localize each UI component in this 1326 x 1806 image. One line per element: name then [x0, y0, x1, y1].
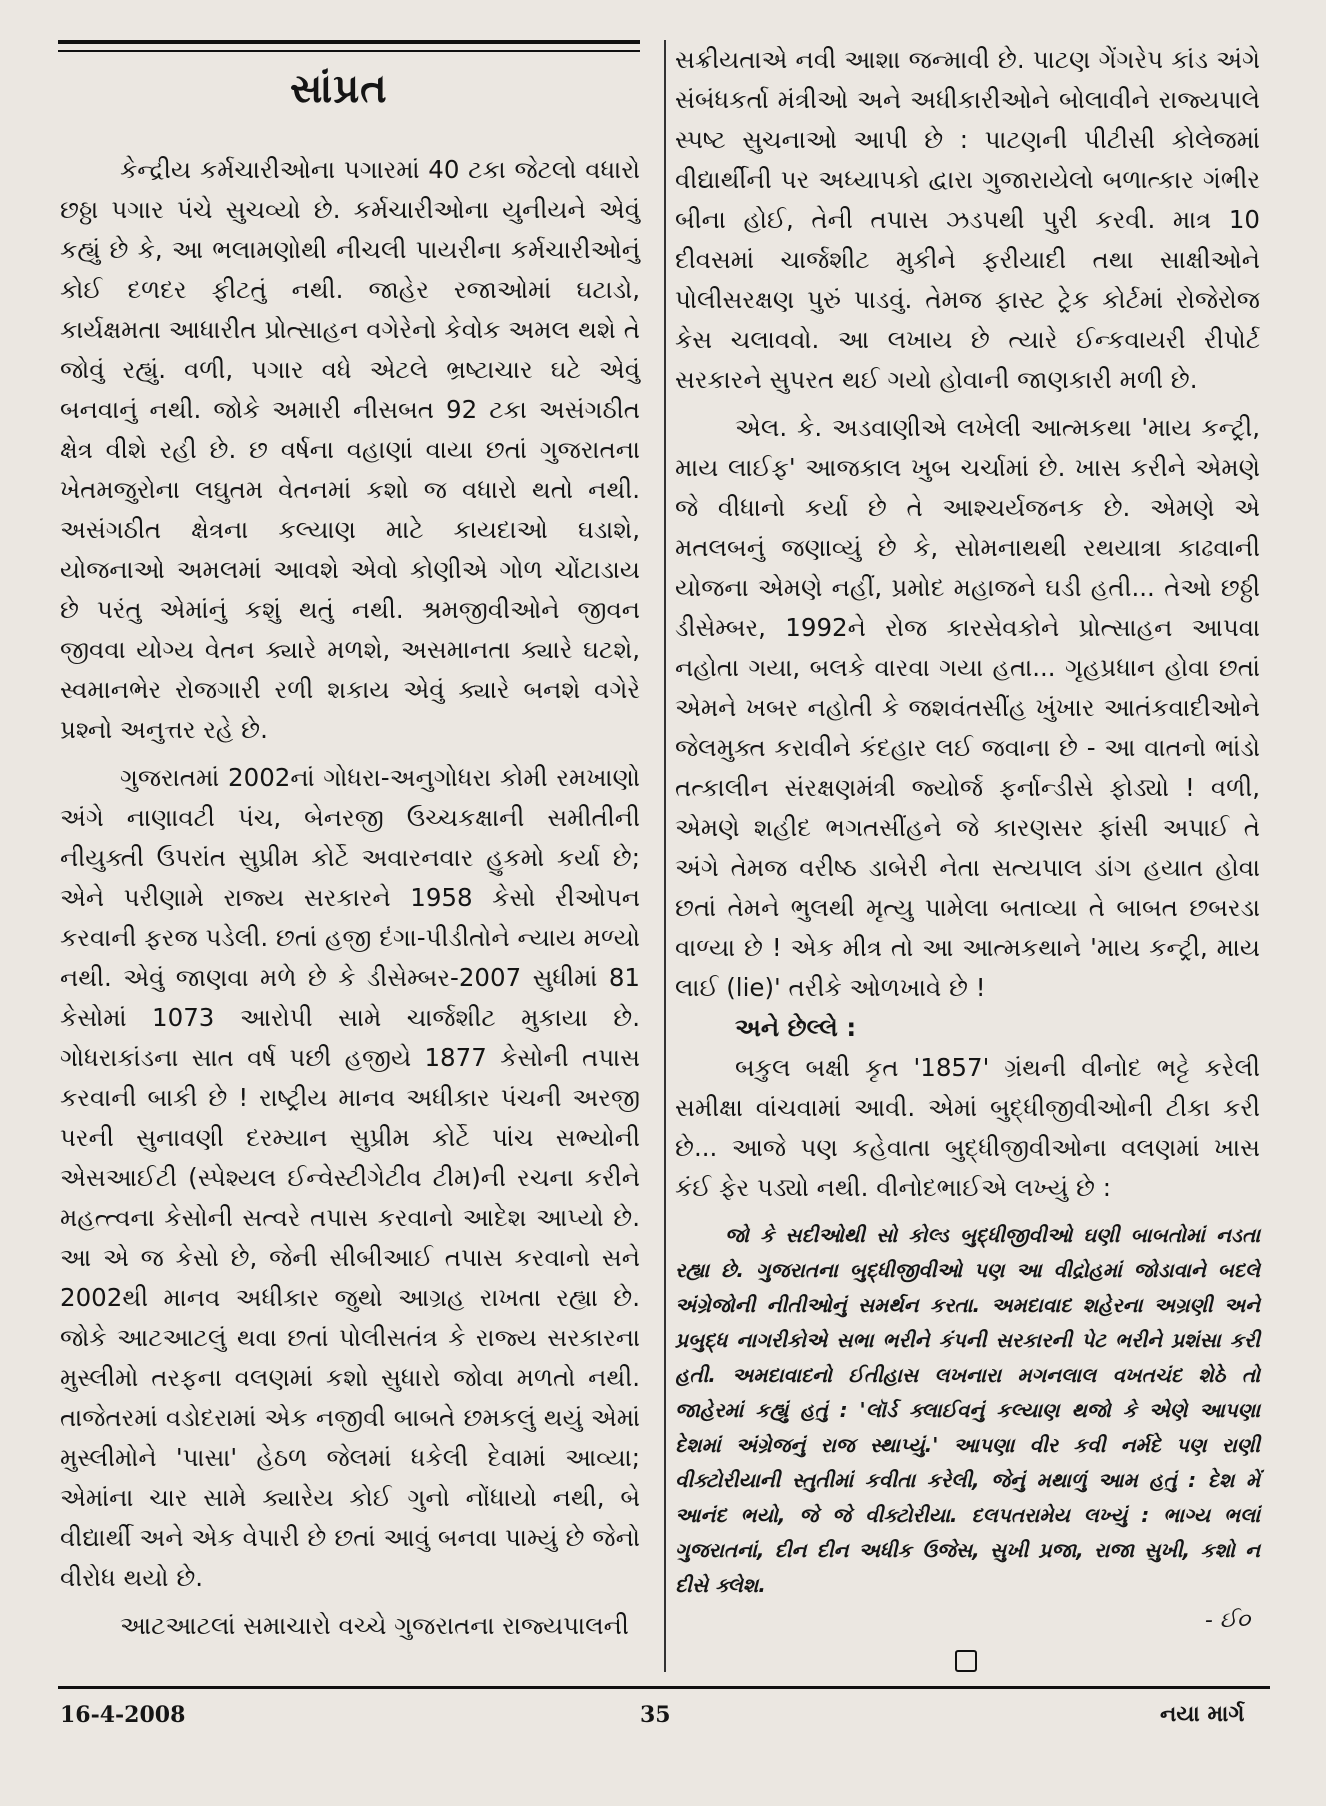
paragraph-bakshi: બકુલ બક્ષી કૃત '1857' ગ્રંથની વીનોદ ભટ્ટે કરેલી સમીક્ષા વાંચવામાં આવી. એમાં બુદ્ધીજીવીઓની ટીકા કરી છે... આજે પણ કહેવાતા બુદ્ધીજીવીઓના વલણમાં ખાસ કંઈ ફેર પડ્યો નથી. વીનોદભાઈએ લખ્યું છે :: [675, 1053, 1260, 1202]
author-signature: - ઈ૦: [1204, 1608, 1250, 1633]
paragraph-salary: કેન્દ્રીય કર્મચારીઓના પગારમાં 40 ટકા જેટલો વધારો છઠ્ઠા પગાર પંચે સુચવ્યો છે. કર્મચારીઓના યુનીયને એવું કહ્યું છે કે, આ ભલામણોથી નીચલી પાયરીના કર્મચારીઓનું કોઈ દળદર ફીટતું નથી. જાહેર રજાઓમાં ઘટાડો, કાર્યક્ષમતા આધારીત પ્રોત્સાહન વગેરેનો કેવોક અમલ થશે તે જોવું રહ્યું. વળી, પગાર વધે એટલે ભ્રષ્ટાચાર ઘટે એવું બનવાનું નથી. જોકે અમારી નીસબત 92 ટકા અસંગઠીત ક્ષેત્ર વીશે રહી છે. છ વર્ષના વહાણાં વાયા છતાં ગુજરાતના ખેતમજુરોના લઘુતમ વેતનમાં કશો જ વધારો થતો નથી. અસંગઠીત ક્ષેત્રના કલ્યાણ માટે કાયદાઓ ઘડાશે, યોજનાઓ અમલમાં આવશે એવો કોણીએ ગોળ ચોંટાડાય છે પરંતુ એમાંનું કશું થતું નથી. શ્રમજીવીઓને જીવન જીવવા યોગ્ય વેતન ક્યારે મળશે, અસમાનતા ક્યારે ઘટશે, સ્વમાનભેર રોજગારી રળી શકાય એવું ક્યારે બનશે વગેરે પ્રશ્નો અનુત્તર રહે છે.: [60, 155, 640, 744]
left-column: [60, 150, 640, 1646]
paragraph-governor-start: આટઆટલાં સમાચારો વચ્ચે ગુજરાતના રાજ્યપાલની: [120, 1611, 629, 1640]
paragraph-advani: એલ. કે. અડવાણીએ લખેલી આત્મકથા 'માય કન્ટ્રી, માય લાઈફ' આજકાલ ખુબ ચર્ચામાં છે. ખાસ કરીને એમણે જે વીધાનો કર્યા છે તે આશ્ચર્યજનક છે. એમણે એ મતલબનું જણાવ્યું છે કે, સોમનાથથી રથયાત્રા કાઢવાની યોજના એમણે નહીં, પ્રમોદ મહાજને ઘડી હતી... તેઓ છઠ્ઠી ડીસેમ્બર, 1992ને રોજ કારસેવકોને પ્રોત્સાહન આપવા નહોતા ગયા, બલકે વારવા ગયા હતા... ગૃહપ્રધાન હોવા છતાં એમને ખબર નહોતી કે જશવંતસીંહ ખુંખાર આતંકવાદીઓને જેલમુક્ત કરાવીને કંદહાર લઈ જવાના છે - આ વાતનો ભાંડો તત્કાલીન સંરક્ષણમંત્રી જ્યોર્જ ફર્નાન્ડીસે ફોડ્યો ! વળી, એમણે શહીદ ભગતસીંહને જે કારણસર ફાંસી અપાઈ તે અંગે તેમજ વરીષ્ઠ ડાબેરી નેતા સત્યપાલ ડાંગ હયાત હોવા છતાં તેમને ભુલથી મૃત્યુ પામેલા બતાવ્યા તે બાબત છબરડા વાળ્યા છે ! એક મીત્ર તો આ આત્મકથાને 'માય કન્ટ્રી, માય લાઈ (lie)' તરીકે ઓળખાવે છે !: [675, 413, 1260, 1002]
footer-rule: [58, 1686, 1270, 1689]
quotation-text: જો કે સદીઓથી સો કોલ્ડ બુદ્ધીજીવીઓ ઘણી બાબતોમાં નડતા રહ્યા છે. ગુજરાતના બુદ્ધીજીવીઓ પણ આ વીદ્રોહમાં જોડાવાને બદલે અંગ્રેજોની નીતીઓનું સમર્થન કરતા. અમદાવાદ શહેરના અગ્રણી અને પ્રબુદ્ધ નાગરીકોએ સભા ભરીને કંપની સરકારની પેટ ભરીને પ્રશંસા કરી હતી. અમદાવાદનો ઈતીહાસ લખનારા મગનલાલ વખતચંદ શેઠે તો જાહેરમાં કહ્યું હતું : 'લૉર્ડ ક્લાઈવનું કલ્યાણ થજો કે એણે આપણા દેશમાં અંગ્રેજનું રાજ સ્થાપ્યું.' આપણા વીર કવી નર્મદે પણ રાણી વીક્ટોરીયાની સ્તુતીમાં કવીતા કરેલી, જેનું મથાળું આમ હતું : દેશ મેં આનંદ ભયો, જે જે વીક્ટોરીયા. દલપતરામેય લખ્યું : ભાગ્ય ભલાં ગુજરાતનાં, દીન દીન અધીક ઉજેસ, સુખી પ્રજા, રાજા સુખી, કશો ન દીસે ક્લેશ.: [675, 1223, 1260, 1597]
column-divider: [664, 40, 666, 1672]
page-number: 35: [640, 1702, 671, 1728]
paragraph-riots: ગુજરાતમાં 2002નાં ગોધરા-અનુગોધરા કોમી રમખાણો અંગે નાણાવટી પંચ, બેનરજી ઉચ્ચકક્ષાની સમીતીની નીયુક્તી ઉપરાંત સુપ્રીમ કોર્ટે અવારનવાર હુકમો કર્યા છે; એને પરીણામે રાજ્ય સરકારને 1958 કેસો રીઓપન કરવાની ફરજ પડેલી. છતાં હજી દંગા-પીડીતોને ન્યાય મળ્યો નથી. એવું જાણવા મળે છે કે ડીસેમ્બર-2007 સુધીમાં 81 કેસોમાં 1073 આરોપી સામે ચાર્જશીટ મુકાયા છે. ગોધરાકાંડના સાત વર્ષ પછી હજીયે 1877 કેસોની તપાસ કરવાની બાકી છે ! રાષ્ટ્રીય માનવ અધીકાર પંચની અરજી પરની સુનાવણી દરમ્યાન સુપ્રીમ કોર્ટે પાંચ સભ્યોની એસઆઈટી (સ્પેશ્યલ ઈન્વેસ્ટીગેટીવ ટીમ)ની રચના કરીને મહત્ત્વના કેસોની સત્વરે તપાસ કરવાનો આદેશ આપ્યો છે. આ એ જ કેસો છે, જેની સીબીઆઈ તપાસ કરવાનો સને 2002થી માનવ અધીકાર જુથો આગ્રહ રાખતા રહ્યા છે. જોકે આટઆટલું થવા છતાં પોલીસતંત્ર કે રાજ્ય સરકારના મુસ્લીમો તરફના વલણમાં કશો સુધારો જોવા મળતો નથી. તાજેતરમાં વડોદરામાં એક નજીવી બાબતે છમકલું થયું એમાં મુસ્લીમોને 'પાસા' હેઠળ જેલમાં ધકેલી દેવામાં આવ્યા; એમાંના ચાર સામે ક્યારેય કોઈ ગુનો નોંધાયો નથી, બે વીદ્યાર્થી અને એક વેપારી છે છતાં આવું બનવા પામ્યું છે જેનો વીરોધ થયો છે.: [60, 763, 640, 1592]
footer-date: 16-4-2008: [60, 1702, 186, 1728]
paragraph-governor-continued: સક્રીયતાએ નવી આશા જન્માવી છે. પાટણ ગેંગરેપ કાંડ અંગે સંબંધકર્તા મંત્રીઓ અને અધીકારીઓને બોલાવીને રાજ્યપાલે સ્પષ્ટ સુચનાઓ આપી છે : પાટણની પીટીસી કોલેજમાં વીદ્યાર્થીની પર અધ્યાપકો દ્વારા ગુજારાયેલો બળાત્કાર ગંભીર બીના હોઈ, તેની તપાસ ઝડપથી પુરી કરવી. માત્ર 10 દીવસમાં ચાર્જશીટ મુકીને ફરીયાદી તથા સાક્ષીઓને પોલીસરક્ષણ પુરું પાડવું. તેમજ ફાસ્ટ ટ્રેક કોર્ટમાં રોજેરોજ કેસ ચલાવવો. આ લખાય છે ત્યારે ઈન્કવાયરી રીપોર્ટ સરકારને સુપરત થઈ ગયો હોવાની જાણકારી મળી છે.: [675, 45, 1260, 394]
subheading-finally: અને છેલ્લે :: [735, 1013, 857, 1042]
top-rule-left: [58, 40, 640, 44]
top-rule-left-thin: [58, 50, 640, 52]
magazine-name: નયા માર્ગ: [1160, 1702, 1245, 1727]
quotation-block: [675, 1218, 1260, 1603]
end-mark-icon: [955, 1650, 977, 1672]
right-column: [675, 40, 1260, 1639]
section-title: સાંપ્રત: [290, 66, 388, 112]
